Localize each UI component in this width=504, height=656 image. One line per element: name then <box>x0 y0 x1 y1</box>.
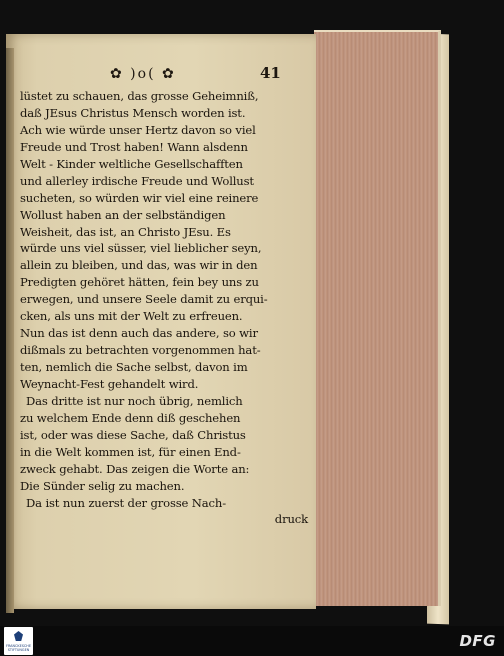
text-line: würde uns viel süsser, viel lieblicher seyn, <box>20 241 262 256</box>
text-line: Das dritte ist nur noch übrig, nemlich <box>26 393 243 408</box>
text-line: allein zu bleiben, und das, was wir in den <box>20 258 258 273</box>
text-line: daß JEsus Christus Mensch worden ist. <box>20 105 246 120</box>
text-line: Predigten gehöret hätten, fein bey uns zu <box>20 275 259 290</box>
viewer-footer <box>0 626 504 656</box>
institution-logo[interactable] <box>4 627 33 655</box>
text-line: Welt - Kinder weltliche Gesellschafften <box>20 156 243 171</box>
text-line: cken, als uns mit der Welt zu erfreuen. <box>20 309 243 324</box>
page-gutter <box>6 48 14 613</box>
text-line: lüstet zu schauen, das grosse Geheimniß, <box>20 89 259 103</box>
text-line: Da ist nun zuerst der grosse Nach- <box>26 495 226 510</box>
text-line: Freude und Trost haben! Wann alsdenn <box>20 139 248 154</box>
text-line: Wollust haben an der selbständigen <box>20 207 226 222</box>
text-line: Ach wie würde unser Hertz davon so viel <box>20 122 256 137</box>
text-line: erwegen, und unsere Seele damit zu erqui- <box>20 292 268 307</box>
text-line: sucheten, so würden wir viel eine reinere <box>20 190 259 205</box>
book-scan <box>0 26 452 610</box>
text-line: in die Welt kommen ist, für einen End- <box>20 444 241 459</box>
text-line: zweck gehabt. Das zeigen die Worte an: <box>20 461 250 476</box>
text-line: und allerley irdische Freude und Wollust <box>20 173 254 188</box>
page-edges <box>314 30 441 606</box>
text-line: Nun das ist denn auch das andere, so wir <box>20 326 258 341</box>
text-line: Die Sünder selig zu machen. <box>20 478 185 493</box>
text-line: dißmals zu betrachten vorgenommen hat- <box>20 343 261 358</box>
page-header <box>20 64 300 86</box>
text-line: ten, nemlich die Sache selbst, davon im <box>20 360 248 374</box>
text-line: zu welchem Ende denn diß geschehen <box>20 410 241 425</box>
text-line: ist, oder was diese Sache, daß Christus <box>20 427 246 442</box>
logo-mark-icon <box>14 631 23 641</box>
page-text <box>20 88 308 528</box>
dfg-logo[interactable]: DFG <box>459 632 496 650</box>
text-line: Weisheit, das ist, an Christo JEsu. Es <box>20 224 231 239</box>
logo-caption: FRANCKESCHE STIFTUNGEN <box>6 644 31 652</box>
ornament-icon: ✿ )o( ✿ <box>110 66 176 82</box>
page-number: 41 <box>260 64 281 82</box>
text-line: Weynacht-Fest gehandelt wird. <box>20 376 199 391</box>
catchword: druck <box>274 512 308 527</box>
